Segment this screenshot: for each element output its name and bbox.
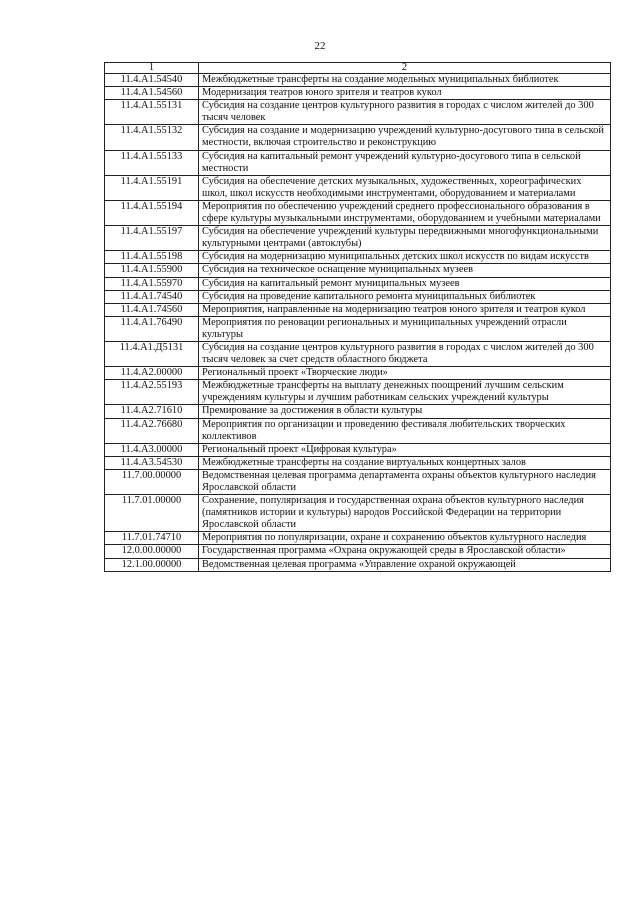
row-code: 11.4.A1.54540 [105,74,199,87]
row-code: 11.4.A1.55194 [105,200,199,225]
table-row [105,226,611,251]
table-row [105,74,611,87]
row-code: 11.4.A2.00000 [105,367,199,380]
row-code: 11.4.A2.76680 [105,418,199,443]
row-description: Межбюджетные трансферты на выплату денежных поощрений лучшим сельским учреждениям культуры и лучшим работникам сельских учреждений культуры [199,380,611,405]
row-code: 11.4.A1.Д5131 [105,341,199,366]
table-row [105,290,611,303]
row-description: Субсидия на создание центров культурного развития в городах с числом жителей до 300 тысяч человек за счет средств областного бюджета [199,341,611,366]
column-header-code: 1 [105,63,199,74]
row-description: Мероприятия, направленные на модернизацию театров юного зрителя и театров кукол [199,303,611,316]
table-row [105,303,611,316]
row-code: 11.4.A1.55198 [105,251,199,264]
row-code: 11.4.A1.74560 [105,303,199,316]
row-description: Модернизация театров юного зрителя и театров кукол [199,87,611,100]
row-code: 11.4.A1.55197 [105,226,199,251]
row-code: 11.4.A1.55132 [105,125,199,150]
row-description: Субсидия на капитальный ремонт учреждений культурно-досугового типа в сельской местности [199,150,611,175]
table-row [105,469,611,494]
row-description: Межбюджетные трансферты на создание модельных муниципальных библиотек [199,74,611,87]
row-description: Сохранение, популяризация и государственная охрана объектов культурного наследия (памятников истории и культуры) народов Российской Федерации на территории Ярославской области [199,495,611,532]
row-code: 11.7.01.74710 [105,532,199,545]
row-code: 11.4.A1.55133 [105,150,199,175]
row-code: 11.4.A3.00000 [105,443,199,456]
table-row [105,264,611,277]
row-description: Региональный проект «Цифровая культура» [199,443,611,456]
row-description: Межбюджетные трансферты на создание виртуальных концертных залов [199,456,611,469]
table-row [105,200,611,225]
row-code: 11.4.A1.74540 [105,290,199,303]
row-description: Субсидия на проведение капитального ремонта муниципальных библиотек [199,290,611,303]
table-row [105,367,611,380]
budget-classification-table [104,62,611,572]
table-row [105,251,611,264]
row-code: 11.4.A1.55900 [105,264,199,277]
table-row [105,545,611,558]
row-description: Мероприятия по обеспечению учреждений среднего профессионального образования в сфере культуры музыкальными инструментами, оборудованием и учебными материалами [199,200,611,225]
table-row [105,100,611,125]
row-code: 12.0.00.00000 [105,545,199,558]
row-code: 12.1.00.00000 [105,558,199,571]
row-description: Государственная программа «Охрана окружающей среды в Ярославской области» [199,545,611,558]
row-description: Субсидия на обеспечение детских музыкальных, художественных, хореографических школ, школ искусств необходимыми инструментами, оборудованием и материалами [199,175,611,200]
column-header-description: 2 [199,63,611,74]
table-row [105,341,611,366]
table-body [105,74,611,572]
row-description: Ведомственная целевая программа департамента охраны объектов культурного наследия Ярославской области [199,469,611,494]
table-row [105,405,611,418]
table-row [105,558,611,571]
row-code: 11.4.A1.55970 [105,277,199,290]
row-description: Ведомственная целевая программа «Управление охраной окружающей [199,558,611,571]
row-description: Мероприятия по реновации региональных и муниципальных учреждений отрасли культуры [199,316,611,341]
row-description: Субсидия на обеспечение учреждений культуры передвижными многофункциональными культурными центрами (автоклубы) [199,226,611,251]
row-description: Субсидия на техническое оснащение муниципальных музеев [199,264,611,277]
table-row [105,443,611,456]
table-row [105,175,611,200]
row-description: Региональный проект «Творческие люди» [199,367,611,380]
row-description: Премирование за достижения в области культуры [199,405,611,418]
row-code: 11.4.A2.55193 [105,380,199,405]
row-description: Субсидия на создание центров культурного развития в городах с числом жителей до 300 тысяч человек [199,100,611,125]
row-code: 11.4.A1.76490 [105,316,199,341]
table-row [105,277,611,290]
row-description: Мероприятия по организации и проведению фестиваля любительских творческих коллективов [199,418,611,443]
row-code: 11.4.A2.71610 [105,405,199,418]
row-code: 11.4.A1.54560 [105,87,199,100]
table-row [105,150,611,175]
row-code: 11.4.A3.54530 [105,456,199,469]
table-row [105,418,611,443]
table-row [105,495,611,532]
table-row [105,316,611,341]
row-description: Субсидия на модернизацию муниципальных детских школ искусств по видам искусств [199,251,611,264]
table-header-row [105,63,611,74]
row-code: 11.4.A1.55131 [105,100,199,125]
row-code: 11.7.01.00000 [105,495,199,532]
row-description: Субсидия на создание и модернизацию учреждений культурно-досугового типа в сельской местности, включая строительство и реконструкцию [199,125,611,150]
table-row [105,125,611,150]
row-description: Мероприятия по популяризации, охране и сохранению объектов культурного наследия [199,532,611,545]
table-row [105,456,611,469]
row-code: 11.4.A1.55191 [105,175,199,200]
table-row [105,380,611,405]
page-number: 22 [314,40,326,52]
table-row [105,87,611,100]
row-description: Субсидия на капитальный ремонт муниципальных музеев [199,277,611,290]
row-code: 11.7.00.00000 [105,469,199,494]
table-row [105,532,611,545]
